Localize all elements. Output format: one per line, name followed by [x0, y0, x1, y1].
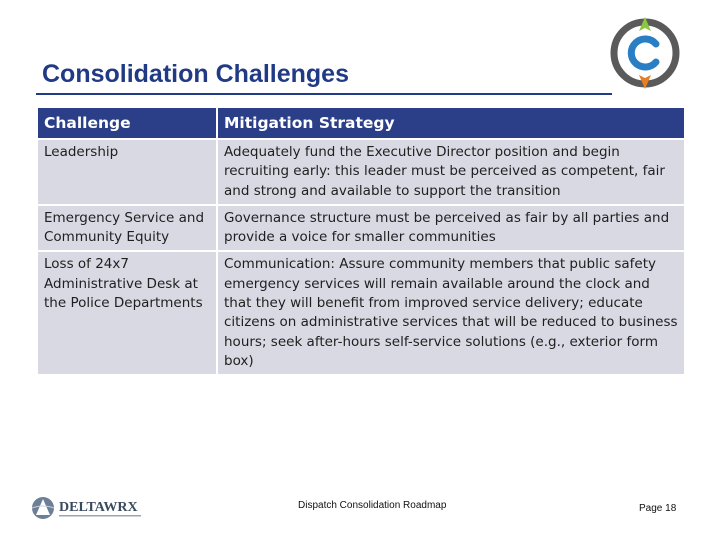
challenge-cell: Leadership — [37, 139, 217, 205]
table-header-row — [37, 107, 685, 139]
challenge-cell: Emergency Service and Community Equity — [37, 205, 217, 252]
header-mitigation-strategy: Mitigation Strategy — [217, 107, 685, 139]
table-row — [37, 251, 685, 375]
table-row — [37, 139, 685, 205]
challenge-cell: Loss of 24x7 Administrative Desk at the Police Departments — [37, 251, 217, 375]
header-challenge: Challenge — [37, 107, 217, 139]
footer-document-title: Dispatch Consolidation Roadmap — [298, 500, 447, 511]
slide-title: Consolidation Challenges — [42, 60, 349, 88]
title-underline — [36, 93, 612, 95]
mitigation-cell: Governance structure must be perceived as fair by all parties and provide a voice for smaller communities — [217, 205, 685, 252]
footer-brand-text: DELTAWRX — [59, 500, 138, 515]
footer-page-number: Page 18 — [639, 503, 677, 514]
mitigation-cell: Adequately fund the Executive Director position and begin recruiting early: this leader must be perceived as competent, fair and strong and available to support the transition — [217, 139, 685, 205]
challenges-table — [36, 106, 686, 376]
mitigation-cell: Communication: Assure community members that public safety emergency services will remain available around the clock and that they will benefit from improved service delivery; educate citizens on administrative services that will be reduced to business hours; seek after-hours self-service solutions (e.g., exterior form box) — [217, 251, 685, 375]
compass-c-logo-icon — [607, 15, 683, 91]
table-row — [37, 205, 685, 252]
deltawrx-globe-logo-icon — [30, 495, 160, 523]
